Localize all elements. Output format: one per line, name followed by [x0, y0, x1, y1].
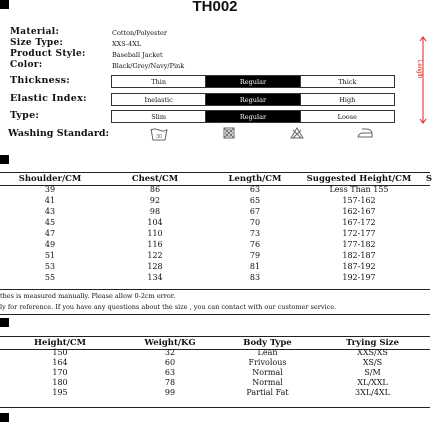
- table-cell: [418, 217, 440, 228]
- table-cell: XXS/XS: [357, 348, 388, 357]
- table-cell: 79: [249, 251, 261, 260]
- table-cell: 164: [52, 358, 68, 367]
- table-cell: 150: [52, 348, 68, 357]
- column-header: Body Type: [243, 337, 292, 348]
- corner-marker: [0, 318, 9, 327]
- table-cell: [418, 239, 440, 250]
- table-cell: 70: [249, 218, 261, 227]
- thickness-label: Thickness:: [10, 75, 71, 86]
- table-cell: 76: [249, 240, 261, 249]
- table-cell: 3XL/4XL: [355, 388, 390, 397]
- thickness-option: Thin: [112, 76, 206, 87]
- table-cell: 170: [52, 368, 68, 377]
- table-cell: 81: [249, 262, 261, 271]
- type-option: Loose: [337, 112, 357, 121]
- table-cell: Normal: [252, 368, 283, 377]
- type-option: Slim: [112, 111, 206, 122]
- table-row: [0, 250, 440, 261]
- thickness-scale: [111, 75, 395, 88]
- elastic-option: High: [339, 95, 356, 104]
- table-cell: 60: [164, 358, 176, 367]
- table-cell: S/M: [364, 368, 381, 377]
- table-row: [0, 195, 440, 206]
- table-cell: 92: [149, 196, 161, 205]
- column-header: Height/CM: [34, 337, 86, 348]
- fit-table: [0, 337, 430, 398]
- table-cell: 86: [149, 185, 161, 194]
- table-cell: 116: [147, 240, 163, 249]
- table-cell: 67: [249, 207, 261, 216]
- column-header: Trying Size: [345, 337, 400, 348]
- table-cell: 99: [164, 388, 176, 397]
- divider: [0, 314, 430, 315]
- table-cell: [418, 261, 440, 272]
- table-cell: 182-187: [342, 251, 376, 260]
- table-cell: 104: [147, 218, 163, 227]
- type-label: Type:: [10, 110, 40, 121]
- table-row: [0, 217, 440, 228]
- elastic-index-scale: [111, 93, 395, 106]
- table-cell: [418, 272, 440, 283]
- table-cell: 177-182: [342, 240, 376, 249]
- table-cell: 53: [44, 262, 56, 271]
- table-row: [0, 358, 430, 368]
- size-table: [0, 173, 440, 283]
- iron-icon: [357, 127, 373, 139]
- table-row: [0, 388, 430, 398]
- table-cell: 63: [164, 368, 176, 377]
- table-cell: Partial Fat: [246, 388, 289, 397]
- size-table-header: [0, 173, 440, 184]
- spec-style-value: Baseball Jacket: [112, 51, 163, 59]
- elastic-option: Inelastic: [112, 94, 206, 105]
- table-cell: 65: [249, 196, 261, 205]
- table-cell: [418, 250, 440, 261]
- table-row: [0, 368, 430, 378]
- table-cell: 167-172: [342, 218, 376, 227]
- table-cell: [418, 228, 440, 239]
- corner-marker: [0, 413, 9, 422]
- table-cell: [418, 184, 440, 195]
- table-cell: 63: [249, 185, 261, 194]
- table-cell: 98: [149, 207, 161, 216]
- table-cell: Normal: [252, 378, 283, 387]
- thickness-option-selected: Regular: [206, 76, 300, 87]
- table-cell: 157-162: [342, 196, 376, 205]
- spec-size-type-value: XXS-4XL: [112, 40, 142, 48]
- length-ruler-icon: [419, 36, 427, 124]
- table-cell: 122: [147, 251, 163, 260]
- no-tumble-dry-icon: [223, 127, 235, 139]
- thickness-option: Thick: [338, 77, 357, 86]
- reference-note: ly for reference. If you have any questions about the size , you can contact with our customer service.: [0, 303, 337, 311]
- table-row: [0, 184, 440, 195]
- spec-color-value: Black/Grey/Navy/Pink: [112, 62, 185, 70]
- table-cell: 47: [44, 229, 56, 238]
- table-cell: 187-192: [342, 262, 376, 271]
- no-bleach-icon: [290, 127, 304, 139]
- table-cell: 45: [44, 218, 56, 227]
- type-option-selected: Regular: [206, 111, 300, 122]
- table-cell: 162-167: [342, 207, 376, 216]
- table-cell: 83: [249, 273, 261, 282]
- table-cell: 195: [52, 388, 68, 397]
- table-cell: XL/XXL: [357, 378, 388, 387]
- column-header: Length/CM: [228, 173, 282, 184]
- table-cell: 128: [147, 262, 163, 271]
- spec-material-label: Material:: [10, 27, 60, 37]
- elastic-option-selected: Regular: [206, 94, 300, 105]
- washing-standard-label: Washing Standard:: [8, 128, 109, 139]
- spec-color-label: Color:: [10, 60, 43, 70]
- spec-style-label: Product Style:: [10, 49, 86, 59]
- type-scale: [111, 110, 395, 123]
- table-cell: Lean: [257, 348, 278, 357]
- table-cell: 180: [52, 378, 68, 387]
- table-cell: 41: [44, 196, 56, 205]
- fit-table-header: [0, 337, 430, 348]
- table-cell: 49: [44, 240, 56, 249]
- table-row: [0, 206, 440, 217]
- table-cell: 192-197: [342, 273, 376, 282]
- wash-30-icon: [150, 127, 168, 141]
- table-cell: 43: [44, 207, 56, 216]
- divider: [0, 289, 430, 290]
- table-row: [0, 378, 430, 388]
- table-cell: 32: [164, 348, 176, 357]
- page-title: TH002: [192, 0, 238, 15]
- table-row: [0, 272, 440, 283]
- table-row: [0, 348, 430, 358]
- column-header: Chest/CM: [131, 173, 179, 184]
- column-header: Shoulder/CM: [18, 173, 82, 184]
- wash-temp-text: 30: [155, 134, 163, 140]
- spec-size-type-label: Size Type:: [10, 38, 64, 48]
- table-row: [0, 239, 440, 250]
- divider: [0, 407, 430, 408]
- table-cell: Less Than 155: [329, 185, 389, 194]
- column-header: S: [425, 173, 433, 184]
- column-header: Suggested Height/CM: [306, 173, 412, 184]
- table-cell: 172-177: [342, 229, 376, 238]
- table-cell: 134: [147, 273, 163, 282]
- table-cell: 110: [147, 229, 163, 238]
- table-cell: 51: [44, 251, 56, 260]
- measure-note: thes is measured manually. Please allow 0-2cm error.: [0, 292, 176, 300]
- elastic-index-label: Elastic Index:: [10, 93, 87, 104]
- table-cell: [418, 206, 440, 217]
- table-cell: 73: [249, 229, 261, 238]
- spec-material-value: Cotton/Polyester: [112, 29, 167, 37]
- table-row: [0, 261, 440, 272]
- table-cell: 39: [44, 185, 56, 194]
- length-ruler-label: Length: [416, 60, 422, 79]
- table-cell: [418, 195, 440, 206]
- table-cell: Frivolous: [248, 358, 287, 367]
- table-cell: 55: [44, 273, 56, 282]
- table-cell: 78: [164, 378, 176, 387]
- table-cell: XS/S: [362, 358, 383, 367]
- column-header: Weight/KG: [144, 337, 196, 348]
- table-row: [0, 228, 440, 239]
- corner-marker: [0, 155, 9, 164]
